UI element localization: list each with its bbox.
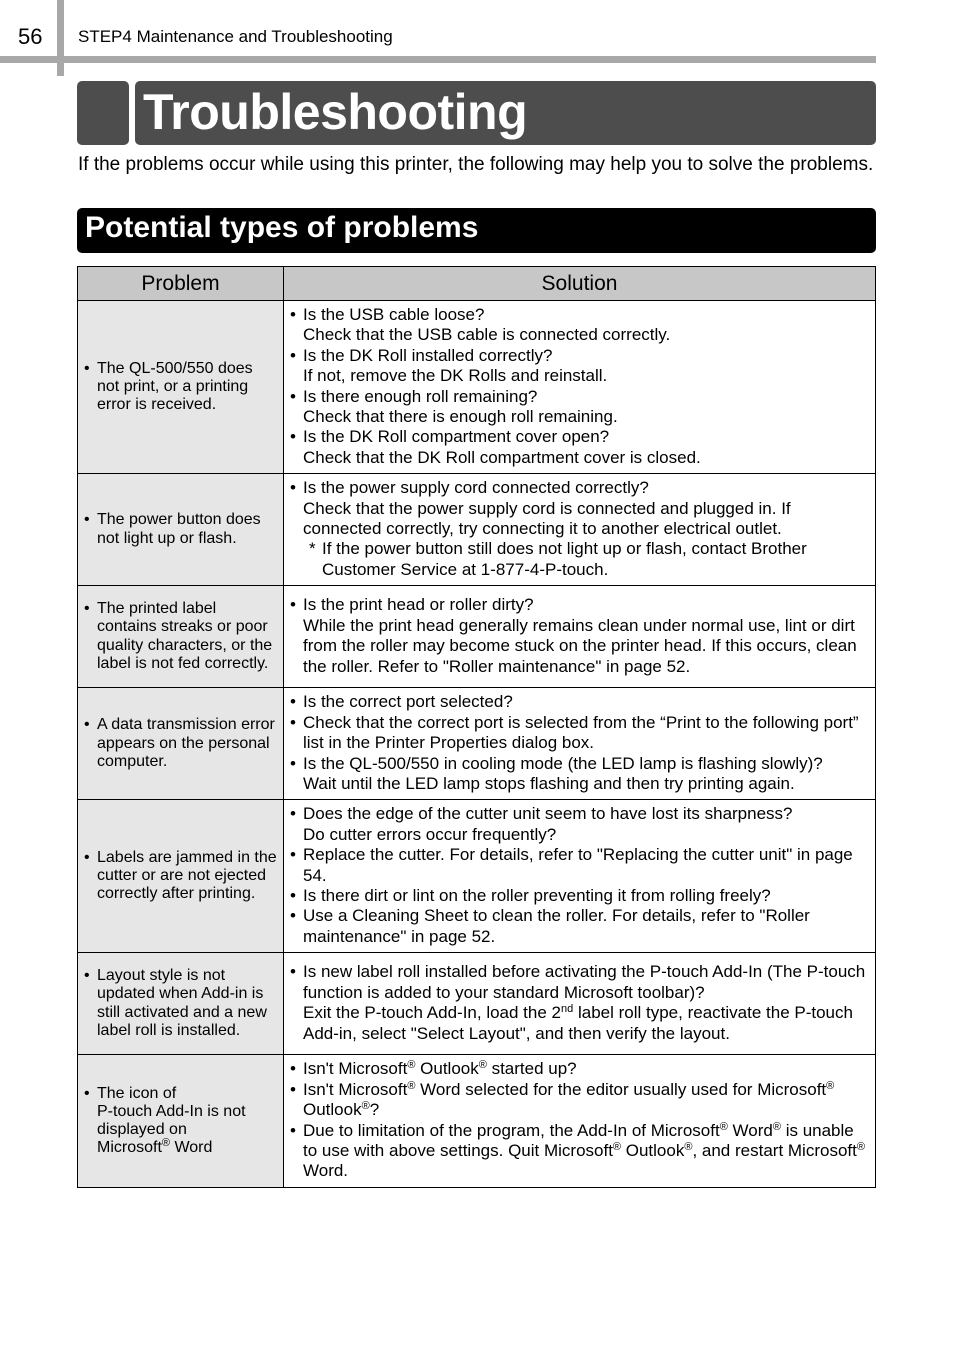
solution-text: is unable to use with above settings. Quit Microsoft	[303, 1120, 854, 1161]
solution-text: Word selected for the editor usually used for Microsoft	[415, 1079, 827, 1099]
solution-question	[290, 1059, 869, 1079]
registered-mark: ®	[361, 1100, 370, 1113]
problem-cell	[78, 474, 284, 586]
solution-text: Isn't Microsoft	[303, 1059, 408, 1079]
solution-question: • Replace the cutter. For details, refer to "Replacing the cutter unit" in page 54.	[290, 845, 869, 886]
problem-cell	[78, 301, 284, 474]
problem-cell	[78, 1055, 284, 1188]
solution-question: • Is the USB cable loose?	[290, 305, 869, 325]
solution-text: Outlook	[621, 1141, 685, 1161]
problem-text: • The printed label contains streaks or poor quality characters, or the label is not fed correctly.	[84, 600, 277, 673]
header-vertical-rule	[57, 0, 64, 76]
problem-line: • The icon of	[97, 1084, 177, 1102]
solution-text: Due to limitation of the program, the Add-In of Microsoft	[303, 1120, 720, 1140]
solution-text: started up?	[486, 1059, 577, 1079]
problem-line-text: Microsoft	[97, 1139, 162, 1157]
problem-text: • Layout style is not updated when Add-in is still activated and a new label roll is installed.	[84, 967, 277, 1040]
solution-answer: Check that the power supply cord is connected and plugged in. If connected correctly, try connecting it to another electrical outlet.	[303, 498, 791, 539]
solution-question: • Is there dirt or lint on the roller preventing it from rolling freely?	[290, 886, 869, 906]
solution-cell	[284, 586, 876, 688]
solution-cell	[284, 800, 876, 953]
solution-text: , and restart Microsoft	[692, 1141, 857, 1161]
solution-question: • Is the print head or roller dirty?	[290, 595, 869, 615]
solution-question: • Check that the correct port is selected from the “Print to the following port” list in the Printer Properties dialog box.	[290, 713, 869, 754]
problem-text: • The QL-500/550 does not print, or a printing error is received.	[84, 360, 277, 415]
registered-mark: ®	[856, 1141, 865, 1154]
page-title: Troubleshooting	[143, 84, 528, 140]
answer-text: label roll type, reactivate the P-touch Add-in, select "Select Layout", and then verify the layout.	[303, 1003, 853, 1043]
problem-text: • Labels are jammed in the cutter or are not ejected correctly after printing.	[84, 849, 277, 904]
table-row	[78, 800, 876, 953]
table-header-row	[78, 267, 876, 301]
table-row	[78, 688, 876, 800]
solution-cell	[284, 474, 876, 586]
solution-text: Isn't Microsoft	[303, 1079, 408, 1099]
solution-answer: Check that the USB cable is connected correctly.	[303, 325, 671, 345]
registered-mark: ®	[684, 1141, 693, 1154]
solution-text: Outlook	[415, 1059, 479, 1079]
solution-question	[290, 1121, 869, 1182]
solution-text: Word	[727, 1120, 773, 1140]
section-title: Potential types of problems	[85, 211, 479, 244]
solution-answer: Do cutter errors occur frequently?	[303, 824, 557, 844]
registered-mark: ®	[772, 1120, 781, 1133]
solution-question: • Is the correct port selected?	[290, 692, 869, 712]
solution-cell	[284, 688, 876, 800]
solution-question: • Does the edge of the cutter unit seem to have lost its sharpness?	[290, 804, 869, 824]
problem-line-text: Word	[170, 1139, 213, 1157]
registered-mark: ®	[478, 1059, 487, 1072]
column-header-solution: Solution	[284, 267, 876, 301]
problem-text: • A data transmission error appears on the personal computer.	[84, 716, 277, 771]
solution-note: * If the power button still does not light up or flash, contact Brother Customer Service at 1-877-4-P-touch.	[290, 539, 869, 580]
registered-mark: ®	[719, 1120, 728, 1133]
page-number: 56	[18, 24, 43, 49]
solution-cell	[284, 301, 876, 474]
registered-mark: ®	[612, 1141, 622, 1154]
solution-question: • Is the QL-500/550 in cooling mode (the LED lamp is flashing slowly)?	[290, 754, 869, 774]
problem-text	[84, 1085, 277, 1158]
title-tab-block	[77, 81, 129, 145]
registered-mark: ®	[407, 1059, 416, 1072]
title-bar	[135, 81, 876, 145]
solution-answer: While the print head generally remains clean under normal use, lint or dirt from the roller may become stuck on the printer head. If this occurs, clean the roller. Refer to "Roller maintenance" in page 52.	[303, 615, 857, 676]
table-row	[78, 1055, 876, 1188]
solution-question: • Is there enough roll remaining?	[290, 387, 869, 407]
ordinal-superscript: nd	[561, 1003, 574, 1016]
registered-mark: ®	[826, 1079, 835, 1092]
problem-cell	[78, 800, 284, 953]
answer-text: Exit the P-touch Add-In, load the 2	[303, 1003, 561, 1023]
section-bar	[77, 208, 876, 253]
header-horizontal-rule	[0, 56, 876, 63]
solution-answer: Wait until the LED lamp stops flashing and then try printing again.	[303, 773, 795, 793]
problem-line	[97, 1139, 277, 1157]
problem-line: P-touch Add-In is not displayed on	[97, 1102, 246, 1139]
solution-question	[290, 1080, 869, 1121]
solution-text: ?	[369, 1100, 380, 1120]
problem-cell	[78, 688, 284, 800]
table-row	[78, 586, 876, 688]
solution-question: • Is the DK Roll compartment cover open?	[290, 427, 869, 447]
solution-cell	[284, 953, 876, 1055]
problem-text: • The power button does not light up or flash.	[84, 511, 277, 548]
solution-question: • Is the power supply cord connected correctly?	[290, 478, 869, 498]
table-row	[78, 474, 876, 586]
solution-answer	[290, 1003, 869, 1044]
problem-cell	[78, 586, 284, 688]
running-head: STEP4 Maintenance and Troubleshooting	[78, 27, 393, 46]
solution-cell	[284, 1055, 876, 1188]
solution-answer: If not, remove the DK Rolls and reinstall.	[303, 366, 608, 386]
solution-answer: Check that there is enough roll remaining.	[303, 407, 618, 427]
solution-question: • Use a Cleaning Sheet to clean the roller. For details, refer to "Roller maintenance" in page 52.	[290, 906, 869, 947]
table-row	[78, 953, 876, 1055]
intro-paragraph: If the problems occur while using this printer, the following may help you to solve the problems.	[78, 154, 874, 175]
table-row	[78, 301, 876, 474]
problem-cell	[78, 953, 284, 1055]
solution-question: • Is the DK Roll installed correctly?	[290, 346, 869, 366]
registered-mark: ®	[161, 1137, 171, 1150]
solution-text: Word.	[303, 1161, 349, 1181]
troubleshooting-table	[77, 266, 876, 1188]
registered-mark: ®	[407, 1079, 416, 1092]
solution-answer: Check that the DK Roll compartment cover is closed.	[303, 447, 701, 467]
solution-text: Outlook	[303, 1100, 362, 1120]
solution-question: • Is new label roll installed before activating the P-touch Add-In (The P-touch function is added to your standard Microsoft toolbar)?	[290, 962, 869, 1003]
column-header-problem: Problem	[78, 267, 284, 301]
